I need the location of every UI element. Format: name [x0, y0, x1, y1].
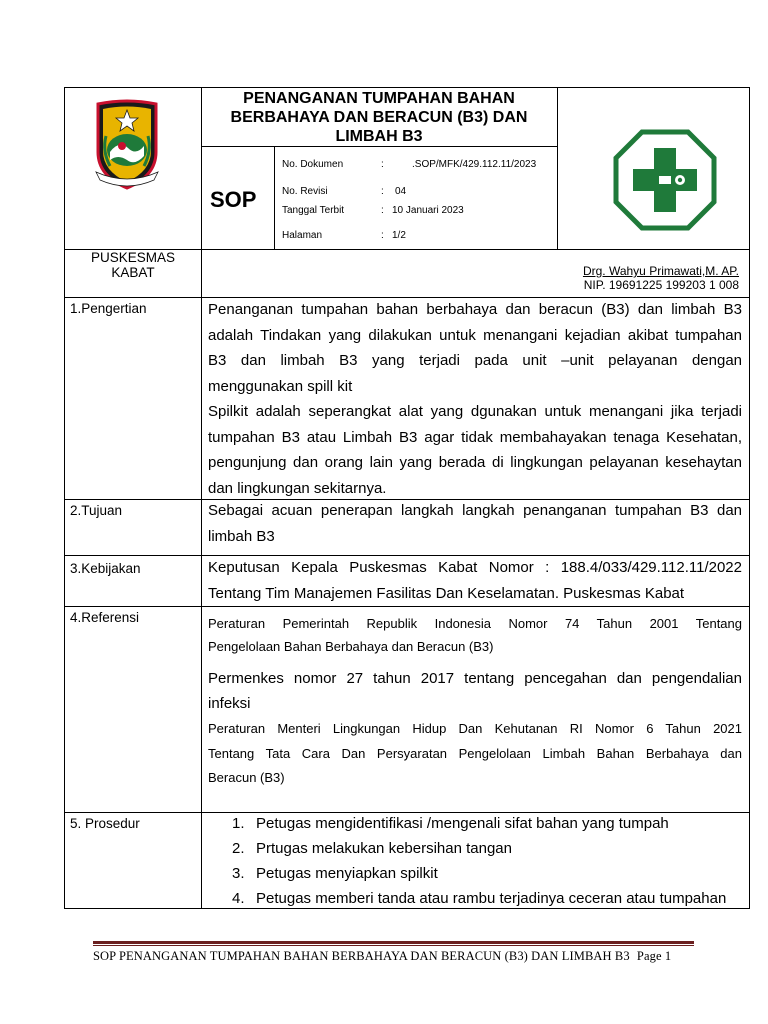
- footer-rule: [93, 941, 694, 944]
- text-line: Pengelolaan Bahan Berbahaya dan Beracun (B3): [208, 639, 494, 654]
- section-label-prosedur: 5. Prosedur: [70, 816, 140, 831]
- meta-label: No. Dokumen: [282, 159, 344, 170]
- meta-row-dokumen: [282, 159, 554, 173]
- meta-label: No. Revisi: [282, 186, 328, 197]
- puskesmas-cross-logo: [612, 128, 718, 232]
- footer-title: SOP PENANGANAN TUMPAHAN BAHAN BERBAHAYA DAN BERACUN (B3) DAN LIMBAH B3: [93, 949, 630, 963]
- text-line: Sebagai acuan penerapan langkah langkah penanganan tumpahan B3 dan: [208, 502, 742, 519]
- list-text: Petugas menyiapkan spilkit: [256, 865, 438, 882]
- meta-label: Tanggal Terbit: [282, 205, 345, 216]
- text-line: pengunjung dan orang lain yang berada di lingkungan pelayanan kesehaytan: [208, 454, 742, 471]
- text-line: Peraturan Menteri Lingkungan Hidup Dan Kehutanan RI Nomor 6 Tahun 2021: [208, 721, 742, 736]
- text-line: limbah B3: [208, 527, 275, 545]
- text-line: Beracun (B3): [208, 770, 285, 785]
- text-line: Spilkit adalah seperangkat alat yang dgunakan untuk menangani jika terjadi: [208, 403, 742, 420]
- text-line: Tentang Tata Cara Dan Persyaratan Pengelolaan Limbah Bahan Berbahaya dan: [208, 745, 742, 761]
- text-line: dan lingkungan sekitarnya.: [208, 479, 387, 497]
- meta-row-revisi: [282, 186, 554, 200]
- reference-1: [208, 612, 742, 658]
- procedure-list: [208, 811, 742, 911]
- org-name: [66, 250, 200, 280]
- title-line-2: BERBAHAYA DAN BERACUN (B3) DAN: [230, 109, 528, 126]
- meta-sep: :: [381, 205, 384, 216]
- text-line: B3 dan limbah B3 yang terjadi pada unit –unit pelayanan dengan: [208, 352, 742, 369]
- text-line: Permenkes nomor 27 tahun 2017 tentang pencegahan dan pengendalian: [208, 670, 742, 687]
- list-number: 1.: [232, 815, 245, 832]
- text-line: menggunakan spill kit: [208, 377, 353, 395]
- section-label-tujuan: 2.Tujuan: [70, 503, 123, 518]
- meta-value: .SOP/MFK/429.112.11/2023: [412, 159, 537, 170]
- org-line-1: PUSKESMAS: [90, 250, 176, 265]
- meta-value: 10 Januari 2023: [392, 205, 464, 216]
- list-number: 2.: [232, 840, 245, 857]
- list-number: 4.: [232, 890, 245, 907]
- section-body-kebijakan: [208, 555, 742, 606]
- text-line: infeksi: [208, 695, 251, 712]
- meta-sep: :: [381, 159, 384, 170]
- signer-name: Drg. Wahyu Primawati,M. AP.: [582, 264, 739, 278]
- meta-sep: :: [381, 230, 384, 241]
- signer-nip: NIP. 19691225 199203 1 008: [583, 278, 739, 292]
- meta-row-tanggal: [282, 205, 554, 219]
- reference-3: [208, 717, 742, 791]
- meta-value: 04: [395, 186, 407, 197]
- title-line-1: PENANGANAN TUMPAHAN BAHAN: [243, 90, 515, 107]
- sop-label: SOP: [210, 187, 257, 212]
- regency-crest-logo: [92, 96, 162, 192]
- org-line-2: KABAT: [111, 265, 155, 280]
- text-line: tumpahan B3 atau Limbah B3 agar tidak membahayakan tenaga Kesehatan,: [208, 428, 742, 446]
- crest-icon: [92, 96, 162, 192]
- meta-label: Halaman: [282, 230, 323, 241]
- list-item: [208, 861, 742, 886]
- reference-2: [208, 666, 742, 716]
- medical-cross-icon: [612, 128, 718, 232]
- list-item: [208, 811, 742, 836]
- list-number: 3.: [232, 865, 245, 882]
- section-label-referensi: 4.Referensi: [70, 610, 140, 625]
- signer-block: [560, 264, 739, 292]
- list-text: Prtugas melakukan kebersihan tangan: [256, 840, 512, 857]
- title-line-3: LIMBAH B3: [335, 128, 423, 145]
- meta-sep: :: [381, 186, 384, 197]
- list-item: [208, 886, 742, 911]
- meta-value: 1/2: [392, 230, 406, 241]
- list-item: [208, 836, 742, 861]
- text-line: Tentang Tim Manajemen Fasilitas Dan Keselamatan. Puskesmas Kabat: [208, 584, 685, 602]
- list-text: Petugas memberi tanda atau rambu terjadinya ceceran atau tumpahan: [256, 890, 727, 907]
- section-body-pengertian: [208, 297, 742, 501]
- text-line: Peraturan Pemerintah Republik Indonesia Nomor 74 Tahun 2001 Tentang: [208, 616, 742, 631]
- section-label-pengertian: 1.Pengertian: [70, 301, 147, 316]
- footer-rule-thin: [93, 945, 694, 946]
- list-text: Petugas mengidentifikasi /mengenali sifat bahan yang tumpah: [256, 815, 669, 832]
- text-line: Penanganan tumpahan bahan berbahaya dan beracun (B3) dan limbah B3: [208, 301, 742, 318]
- meta-row-halaman: [282, 230, 554, 244]
- text-line: Keputusan Kepala Puskesmas Kabat Nomor : 188.4/033/429.112.11/2022: [208, 559, 742, 576]
- text-line: adalah Tindakan yang dilakukan untuk menangani kejadian akibat tumpahan: [208, 326, 742, 344]
- footer-page-number: Page 1: [636, 949, 672, 963]
- document-title: [203, 89, 555, 146]
- section-label-kebijakan: 3.Kebijakan: [70, 561, 141, 576]
- footer: [93, 949, 698, 964]
- section-body-tujuan: [208, 498, 742, 549]
